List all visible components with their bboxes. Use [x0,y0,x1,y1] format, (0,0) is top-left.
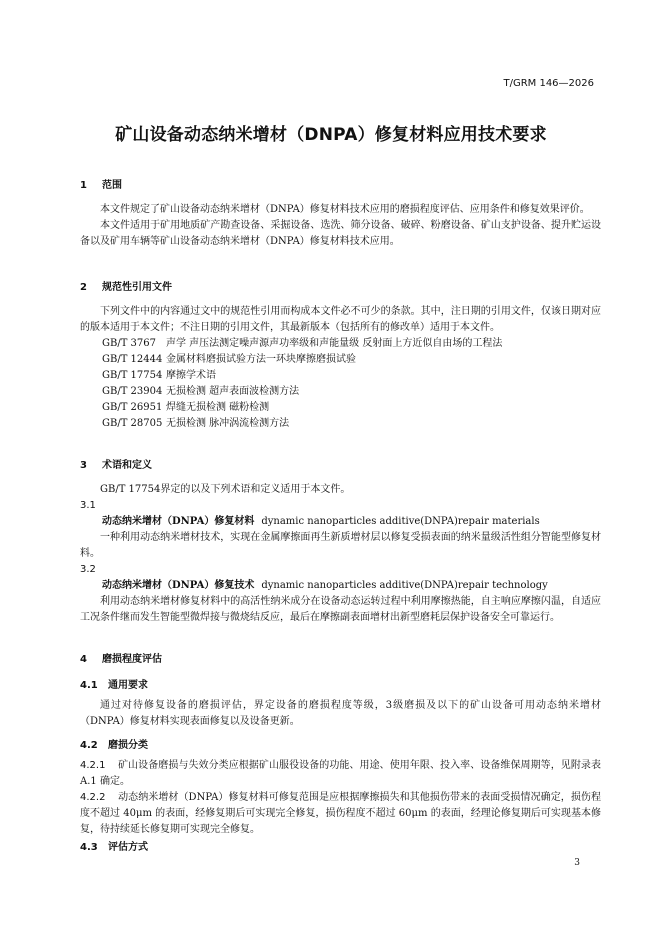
reference-item [102,400,601,416]
page-number: 3 [574,858,580,868]
reference-code: GB/T 3767 [102,338,157,349]
reference-title: 金属材料磨损试验方法一环块摩擦磨损试验 [166,354,356,365]
document-number: T/GRM 146—2026 [503,78,594,89]
term-english: dynamic nanoparticles additive(DNPA)repair materials [261,516,540,527]
clause-4-2-2 [80,790,601,838]
subsection-4-1-body [80,698,601,730]
section-title: 磨损程度评估 [102,654,162,665]
term-definition: 利用动态纳米增材修复材料中的高活性纳米成分在设备动态运转过程中利用摩擦热能，自主响应摩擦闪温，自适应工况条件继而发生智能型微焊接与微烧结反应，最后在摩擦副表面增材出新型磨耗层保护设备安全可靠运行。 [80,596,601,623]
paragraph: 下列文件中的内容通过文中的规范性引用而构成本文件必不可少的条款。其中，注日期的引用文件，仅该日期对应的版本适用于本文件；不注日期的引用文件，其最新版本（包括所有的修改单）适用于本文件。 [80,306,601,333]
term-chinese: 动态纳米增材（DNPA）修复技术 [102,580,255,591]
term-definition: 一种利用动态纳米增材技术，实现在金属摩擦面再生新质增材层以修复受损表面的纳米量级活性组分智能型修复材料。 [80,532,601,559]
section-2-heading [80,278,172,293]
subsection-number: 4.2 [80,740,98,751]
subsection-4-2-body [80,758,601,838]
term-number: 3.2 [80,564,96,575]
clause-number: 4.2.2 [80,792,106,803]
paragraph: 本文件规定了矿山设备动态纳米增材（DNPA）修复材料技术应用的磨损程度评估、应用条件和修复效果评价。 [100,204,590,215]
term-title [102,514,601,530]
clause-text: 动态纳米增材（DNPA）修复材料可修复范围是应根据摩擦损失和其他损伤带来的表面受损情况确定，损伤程度不超过 40μm 的表面，经修复期后可实现完全修复，损伤程度不超过 60μm 的表面，经理论修复期后可实现基本修复，待持续延长修复期可实现完全修复。 [80,792,601,835]
reference-code: GB/T 12444 [102,354,163,365]
term-title [102,578,601,594]
reference-code: GB/T 28705 [102,418,163,429]
reference-code: GB/T 23904 [102,386,163,397]
section-4-heading [80,650,162,665]
term-chinese: 动态纳米增材（DNPA）修复材料 [102,516,255,527]
section-number: 2 [80,282,87,293]
section-title: 术语和定义 [102,460,152,471]
reference-code: GB/T 17754 [102,370,163,381]
reference-title: 无损检测 超声表面波检测方法 [166,386,300,397]
subsection-title: 通用要求 [108,680,148,691]
term-english: dynamic nanoparticles additive(DNPA)repair technology [261,580,548,591]
subsection-4-2-heading [80,736,148,751]
reference-code: GB/T 26951 [102,402,163,413]
paragraph: GB/T 17754界定的以及下列术语和定义适用于本文件。 [100,484,351,495]
section-title: 规范性引用文件 [102,282,172,293]
section-title: 范围 [102,180,122,191]
document-title: 矿山设备动态纳米增材（DNPA）修复材料应用技术要求 [115,125,547,145]
reference-title: 声学 声压法测定噪声源声功率级和声能量级 反射面上方近似自由场的工程法 [166,338,503,349]
section-3-body [80,482,601,626]
subsection-number: 4.1 [80,680,98,691]
reference-item [102,352,601,368]
reference-item [102,384,601,400]
section-1-heading [80,176,122,191]
paragraph: 本文件适用于矿用地质矿产勘查设备、采掘设备、选洗、筛分设备、破碎、粉磨设备、矿山支护设备、提升贮运设备以及矿用车辆等矿山设备动态纳米增材（DNPA）修复材料技术应用。 [80,220,601,247]
reference-item [102,368,601,384]
clause-number: 4.2.1 [80,760,106,771]
reference-list [80,336,601,432]
section-1-body [80,202,601,250]
section-3-heading [80,456,152,471]
reference-title: 无损检测 脉冲涡流检测方法 [166,418,290,429]
reference-item [102,416,601,432]
section-2-body [80,304,601,432]
section-number: 3 [80,460,87,471]
subsection-4-3-heading [80,838,148,853]
reference-item [102,336,601,352]
reference-title: 焊缝无损检测 磁粉检测 [166,402,270,413]
clause-text: 矿山设备磨损与失效分类应根据矿山服役设备的功能、用途、使用年限、投入率、设备维保周期等，见附录表 A.1 确定。 [80,760,601,787]
paragraph: 通过对待修复设备的磨损评估，界定设备的磨损程度等级，3级磨损及以下的矿山设备可用动态纳米增材（DNPA）修复材料实现表面修复以及设备更新。 [80,700,601,727]
subsection-title: 评估方式 [108,842,148,853]
subsection-number: 4.3 [80,842,98,853]
section-number: 4 [80,654,87,665]
term-number: 3.1 [80,500,96,511]
reference-title: 摩擦学术语 [166,370,216,381]
subsection-title: 磨损分类 [108,740,148,751]
clause-4-2-1 [80,758,601,790]
subsection-4-1-heading [80,676,148,691]
section-number: 1 [80,180,87,191]
